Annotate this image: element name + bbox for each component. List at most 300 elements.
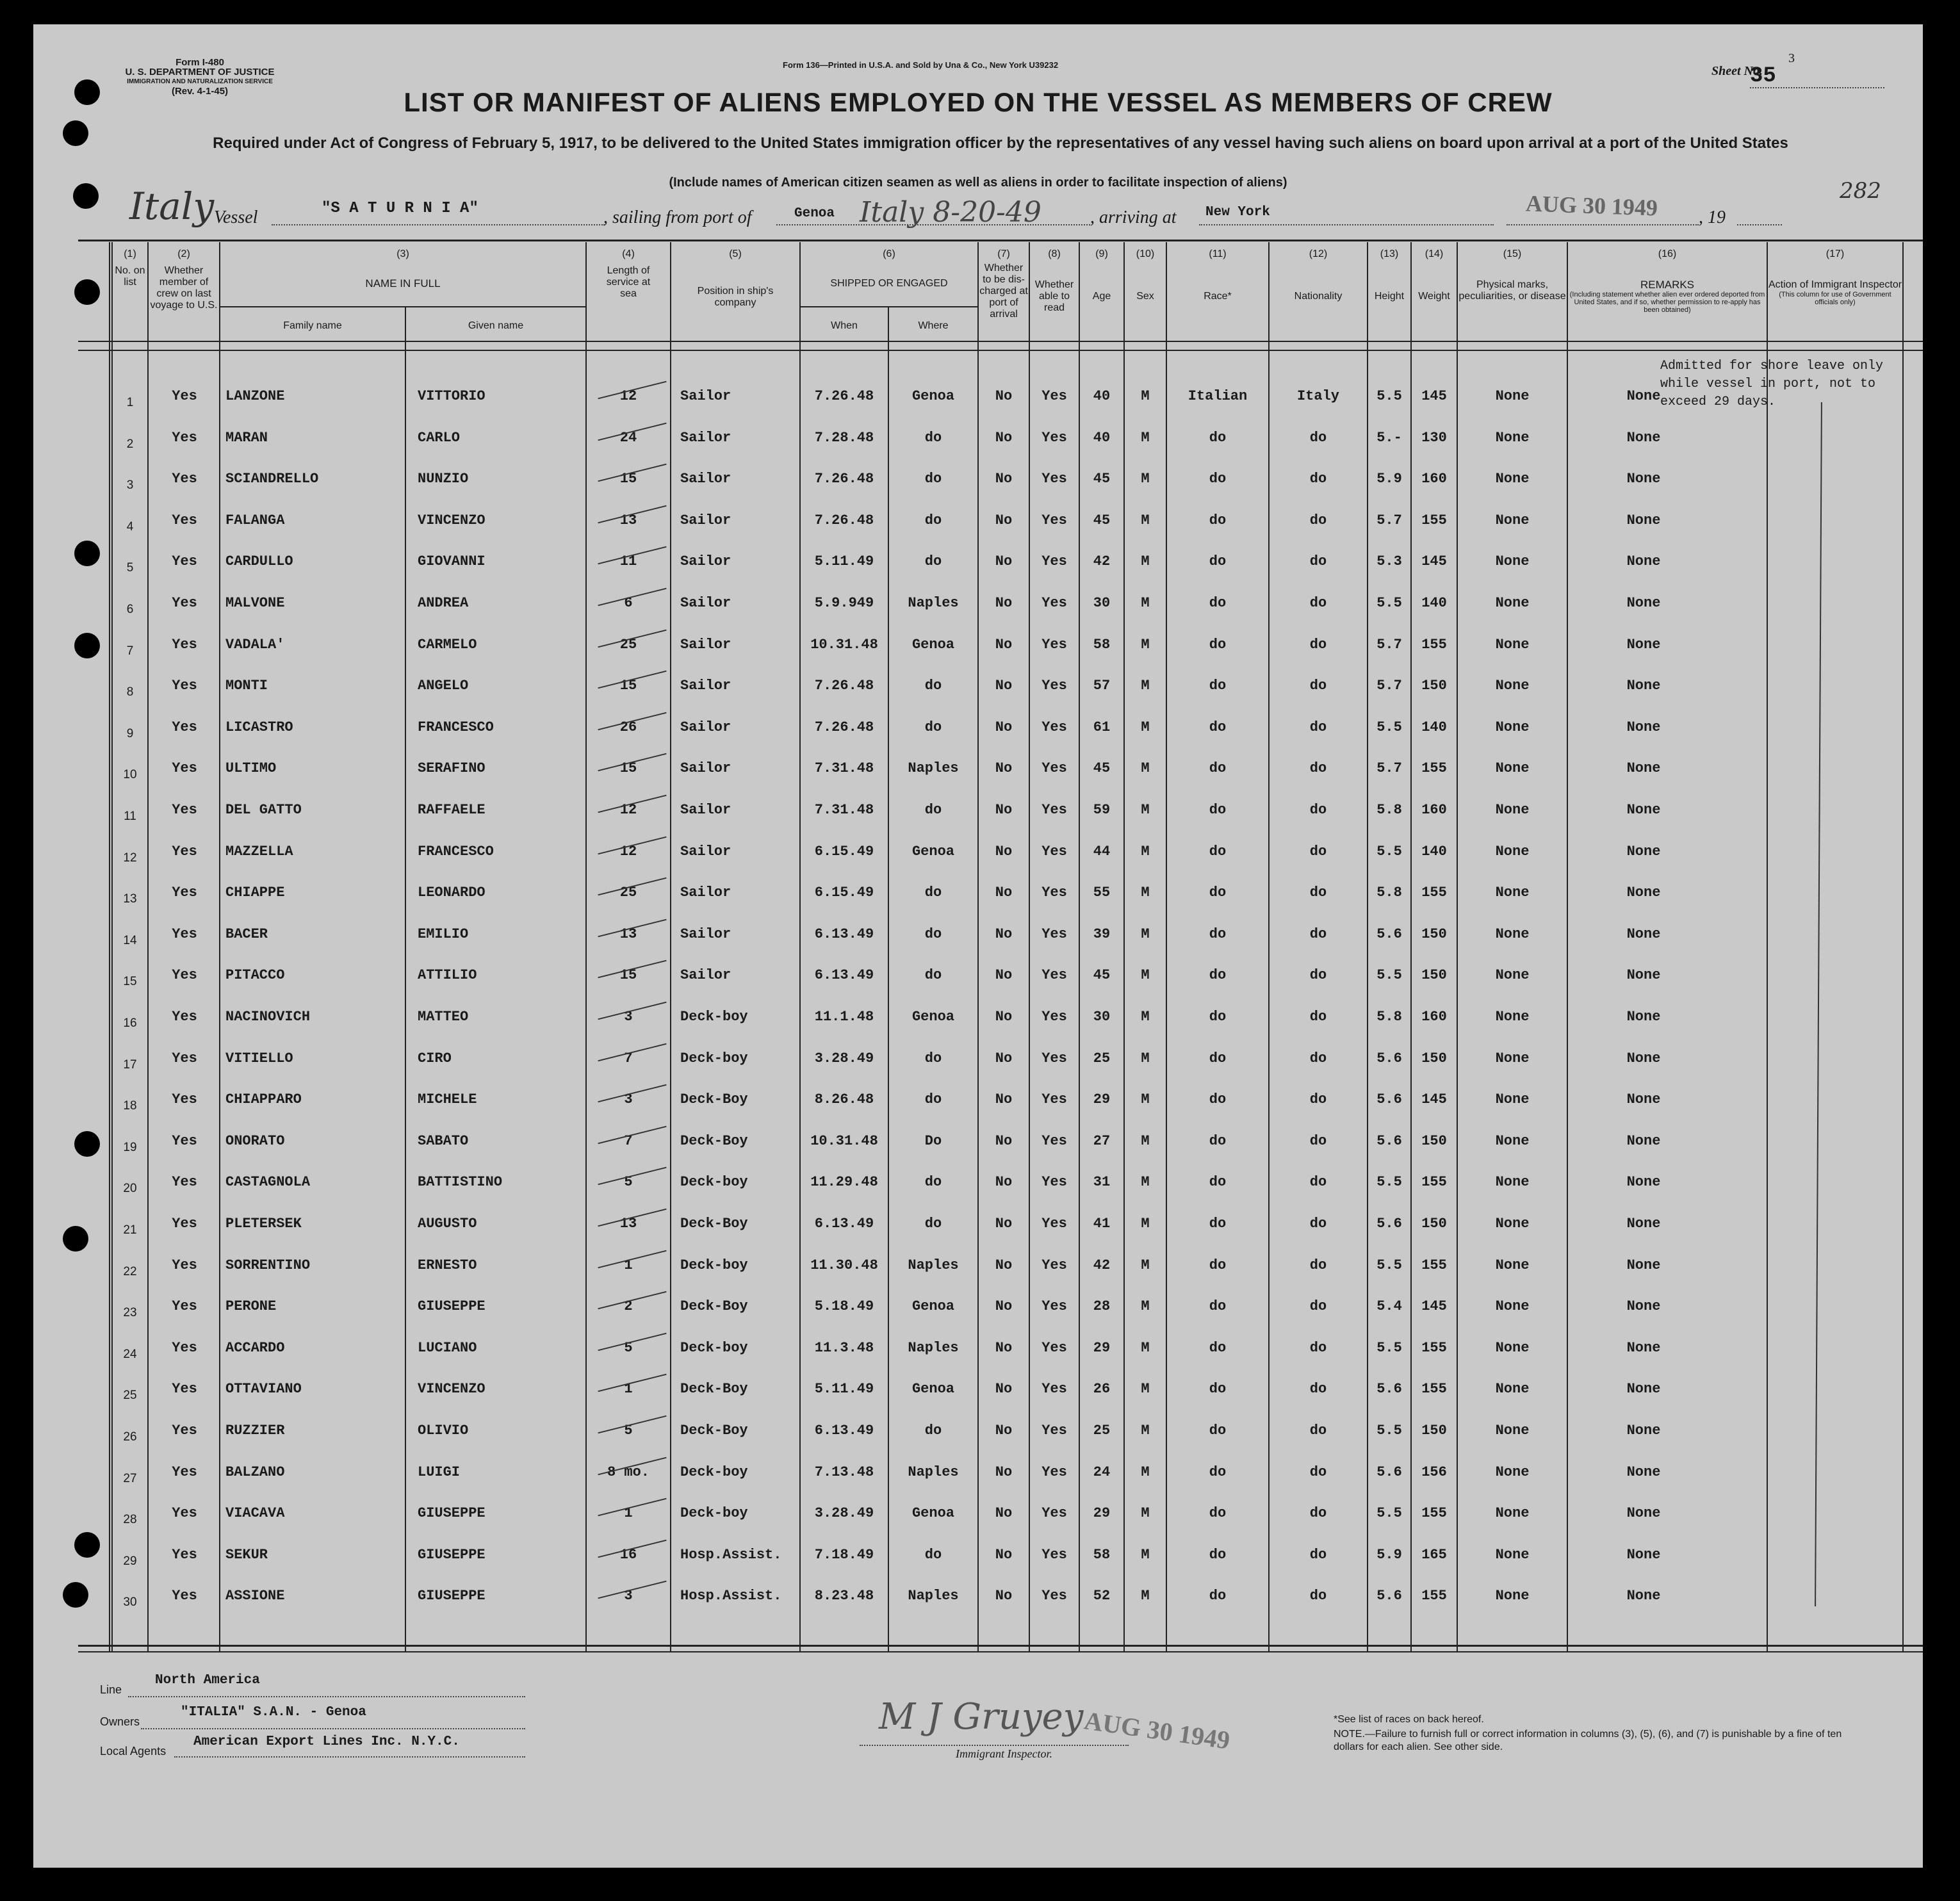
remarks-cell: None [1626, 885, 1661, 901]
service-length-cell: 12 [619, 802, 637, 818]
race-cell: do [1209, 967, 1227, 983]
nationality-cell: do [1309, 595, 1327, 611]
physical-marks-cell: None [1495, 1257, 1530, 1273]
height-cell: 5.5 [1376, 1257, 1402, 1273]
col-divider [405, 306, 406, 1651]
height-cell: 5.4 [1376, 1298, 1402, 1314]
agents-underline [174, 1756, 525, 1758]
col-16-header: (16) REMARKS (Including statement whether alien ever ordered deported from United States, and if so, whether permission to re-apply has been obtained) [1569, 249, 1765, 314]
position-cell: Deck-Boy [680, 1423, 748, 1439]
position-cell: Sailor [680, 637, 731, 653]
date-underline [1507, 224, 1699, 225]
race-cell: do [1209, 1257, 1227, 1273]
year-underline [1737, 224, 1782, 225]
family-name-cell: NACINOVICH [225, 1009, 311, 1025]
remarks-cell: None [1626, 1423, 1661, 1439]
position-cell: Sailor [680, 471, 731, 487]
position-cell: Deck-boy [680, 1464, 748, 1480]
owners-value: "ITALIA" S.A.N. - Genoa [181, 1705, 366, 1720]
discharge-cell: No [995, 1464, 1013, 1480]
discharge-cell: No [995, 760, 1013, 776]
can-read-cell: Yes [1041, 1588, 1067, 1604]
prev-voyage-cell: Yes [172, 1091, 197, 1107]
physical-marks-cell: None [1495, 1588, 1530, 1604]
can-read-cell: Yes [1041, 388, 1067, 404]
prev-voyage-cell: Yes [172, 512, 197, 528]
race-cell: do [1209, 595, 1227, 611]
nationality-cell: Italy [1296, 388, 1339, 404]
nationality-cell: do [1309, 1216, 1327, 1232]
sex-cell: M [1141, 1174, 1150, 1190]
manifest-sheet [33, 24, 1923, 1868]
prev-voyage-cell: Yes [172, 1381, 197, 1397]
position-cell: Sailor [680, 512, 731, 528]
remarks-cell: None [1626, 553, 1661, 569]
discharge-cell: No [995, 1547, 1013, 1563]
given-name-cell: ANDREA [418, 595, 469, 611]
inspector-signature: M J Gruyey [879, 1696, 1084, 1738]
sex-cell: M [1141, 1340, 1150, 1356]
sex-cell: M [1141, 512, 1150, 528]
weight-cell: 150 [1421, 1133, 1447, 1149]
col-divider [1367, 242, 1368, 1651]
shipped-where-cell: Naples [908, 1257, 959, 1273]
height-cell: 5.5 [1376, 1505, 1402, 1521]
discharge-cell: No [995, 678, 1013, 694]
form-number: Form I-480 [176, 57, 224, 68]
prev-voyage-cell: Yes [172, 1464, 197, 1480]
given-name-cell: VITTORIO [418, 388, 486, 404]
race-cell: do [1209, 926, 1227, 942]
family-name-cell: PLETERSEK [225, 1216, 302, 1232]
physical-marks-cell: None [1495, 926, 1530, 942]
physical-marks-cell: None [1495, 844, 1530, 860]
position-cell: Sailor [680, 885, 731, 901]
col-15-header: (15) Physical marks, peculiarities, or disease [1458, 249, 1566, 302]
discharge-cell: No [995, 595, 1013, 611]
sex-cell: M [1141, 1257, 1150, 1273]
remarks-cell: None [1626, 1050, 1661, 1066]
family-name-cell: VITIELLO [225, 1050, 293, 1066]
race-cell: do [1209, 1174, 1227, 1190]
sex-cell: M [1141, 967, 1150, 983]
punch-hole [74, 1532, 100, 1558]
nationality-cell: do [1309, 760, 1327, 776]
row-number: 11 [124, 810, 136, 823]
can-read-cell: Yes [1041, 512, 1067, 528]
shipped-where-cell: do [924, 678, 942, 694]
can-read-cell: Yes [1041, 553, 1067, 569]
row-number: 6 [126, 603, 134, 616]
height-cell: 5.5 [1376, 967, 1402, 983]
col-11-header: (11) Race* [1204, 249, 1232, 302]
physical-marks-cell: None [1495, 1505, 1530, 1521]
position-cell: Deck-Boy [680, 1091, 748, 1107]
shipped-when-cell: 6.13.49 [814, 1423, 874, 1439]
weight-cell: 150 [1421, 1423, 1447, 1439]
position-cell: Sailor [680, 967, 731, 983]
height-cell: 5.5 [1376, 595, 1402, 611]
table-bottom-border-2 [78, 1651, 1923, 1652]
service-length-cell: 24 [619, 430, 637, 446]
shipped-when-cell: 5.11.49 [814, 1381, 874, 1397]
row-number: 16 [123, 1016, 137, 1030]
shipped-when-cell: 7.26.48 [814, 471, 874, 487]
can-read-cell: Yes [1041, 1009, 1067, 1025]
given-name-header: Given name [468, 320, 524, 331]
can-read-cell: Yes [1041, 844, 1067, 860]
arrival-stamp: AUG 30 1949 [1525, 190, 1658, 221]
remarks-cell: None [1626, 802, 1661, 818]
physical-marks-cell: None [1495, 1340, 1530, 1356]
weight-cell: 145 [1421, 1298, 1447, 1314]
height-cell: 5.7 [1376, 678, 1402, 694]
year-label: , 19 [1699, 208, 1726, 227]
nationality-cell: do [1309, 678, 1327, 694]
age-cell: 27 [1093, 1133, 1111, 1149]
punch-hole [74, 279, 100, 305]
col-9-header: (9) Age [1092, 249, 1111, 302]
punch-hole [74, 541, 100, 566]
can-read-cell: Yes [1041, 1381, 1067, 1397]
discharge-cell: No [995, 719, 1013, 735]
discharge-cell: No [995, 471, 1013, 487]
can-read-cell: Yes [1041, 760, 1067, 776]
sex-cell: M [1141, 595, 1150, 611]
age-cell: 39 [1093, 926, 1111, 942]
col-divider [147, 242, 149, 1651]
prev-voyage-cell: Yes [172, 553, 197, 569]
shipped-when-cell: 7.26.48 [814, 719, 874, 735]
col-6-header: (6) SHIPPED OR ENGAGED [830, 249, 948, 289]
age-cell: 45 [1093, 471, 1111, 487]
can-read-cell: Yes [1041, 1174, 1067, 1190]
vessel-name: "S A T U R N I A" [322, 200, 478, 217]
shipped-where-cell: do [924, 553, 942, 569]
shipped-where-cell: do [924, 1547, 942, 1563]
inspector-stamp: AUG 30 1949 [1082, 1706, 1232, 1755]
race-cell: do [1209, 1588, 1227, 1604]
col-12-header: (12) Nationality [1294, 249, 1343, 302]
given-name-cell: SERAFINO [418, 760, 486, 776]
shipped-when-cell: 11.1.48 [814, 1009, 874, 1025]
can-read-cell: Yes [1041, 802, 1067, 818]
family-name-cell: LICASTRO [225, 719, 293, 735]
punch-hole [63, 1226, 88, 1252]
col-divider [1268, 242, 1270, 1651]
sex-cell: M [1141, 1588, 1150, 1604]
prev-voyage-cell: Yes [172, 1174, 197, 1190]
agents-label: Local Agents [100, 1745, 167, 1758]
nationality-cell: do [1309, 1381, 1327, 1397]
position-cell: Sailor [680, 388, 731, 404]
can-read-cell: Yes [1041, 595, 1067, 611]
shipped-when-cell: 11.29.48 [810, 1174, 878, 1190]
shipped-where-cell: do [924, 885, 942, 901]
family-name-cell: VIACAVA [225, 1505, 285, 1521]
race-cell: do [1209, 637, 1227, 653]
position-cell: Deck-Boy [680, 1133, 748, 1149]
col-divider [1410, 242, 1412, 1651]
can-read-cell: Yes [1041, 967, 1067, 983]
line-value: North America [155, 1673, 260, 1688]
prev-voyage-cell: Yes [172, 1505, 197, 1521]
weight-cell: 155 [1421, 1257, 1447, 1273]
family-name-cell: ONORATO [225, 1133, 285, 1149]
position-cell: Sailor [680, 430, 731, 446]
prev-voyage-cell: Yes [172, 471, 197, 487]
physical-marks-cell: None [1495, 595, 1530, 611]
age-cell: 30 [1093, 595, 1111, 611]
physical-marks-cell: None [1495, 760, 1530, 776]
shipped-where-cell: Genoa [911, 1505, 954, 1521]
nationality-cell: do [1309, 1423, 1327, 1439]
shipped-where-cell: Genoa [911, 388, 954, 404]
position-cell: Sailor [680, 553, 731, 569]
weight-cell: 140 [1421, 719, 1447, 735]
department: U. S. DEPARTMENT OF JUSTICE [125, 67, 275, 78]
race-cell: Italian [1188, 388, 1248, 404]
family-name-cell: BALZANO [225, 1464, 285, 1480]
service-length-cell: 12 [619, 388, 637, 404]
remarks-cell: None [1626, 1216, 1661, 1232]
prev-voyage-cell: Yes [172, 1133, 197, 1149]
remarks-cell: None [1626, 512, 1661, 528]
shipped-subheader-line [799, 306, 977, 307]
remarks-cell: None [1626, 967, 1661, 983]
physical-marks-cell: None [1495, 471, 1530, 487]
physical-marks-cell: None [1495, 802, 1530, 818]
given-name-cell: LUIGI [418, 1464, 461, 1480]
service-length-cell: 3 [624, 1091, 633, 1107]
shipped-where-cell: do [924, 802, 942, 818]
given-name-cell: LEONARDO [418, 885, 486, 901]
shipped-where-cell: do [924, 1091, 942, 1107]
table-top-border [78, 240, 1923, 241]
punch-hole [63, 120, 88, 146]
remarks-cell: None [1626, 1547, 1661, 1563]
can-read-cell: Yes [1041, 1505, 1067, 1521]
service-length-cell: 15 [619, 678, 637, 694]
col-2-header: (2) Whether member of crew on last voyage to U.S. [150, 249, 218, 311]
physical-marks-cell: None [1495, 1547, 1530, 1563]
race-cell: do [1209, 1340, 1227, 1356]
weight-cell: 150 [1421, 926, 1447, 942]
race-cell: do [1209, 802, 1227, 818]
age-cell: 42 [1093, 553, 1111, 569]
weight-cell: 145 [1421, 553, 1447, 569]
shipped-when-cell: 5.11.49 [814, 553, 874, 569]
nationality-cell: do [1309, 512, 1327, 528]
inspector-label: Immigrant Inspector. [956, 1747, 1052, 1760]
height-cell: 5.6 [1376, 1091, 1402, 1107]
nationality-cell: do [1309, 967, 1327, 983]
can-read-cell: Yes [1041, 926, 1067, 942]
sex-cell: M [1141, 388, 1150, 404]
signature-underline [860, 1745, 1129, 1746]
shipped-when-cell: 6.15.49 [814, 885, 874, 901]
remarks-cell: None [1626, 1257, 1661, 1273]
can-read-cell: Yes [1041, 885, 1067, 901]
age-cell: 29 [1093, 1505, 1111, 1521]
race-cell: do [1209, 1298, 1227, 1314]
row-number: 23 [123, 1306, 137, 1319]
prev-voyage-cell: Yes [172, 926, 197, 942]
race-cell: do [1209, 1050, 1227, 1066]
position-cell: Hosp.Assist. [680, 1588, 782, 1604]
discharge-cell: No [995, 1257, 1013, 1273]
given-name-cell: EMILIO [418, 926, 469, 942]
race-cell: do [1209, 885, 1227, 901]
given-name-cell: LUCIANO [418, 1340, 477, 1356]
service-name: IMMIGRATION AND NATURALIZATION SERVICE [127, 78, 273, 85]
age-cell: 31 [1093, 1174, 1111, 1190]
given-name-cell: ERNESTO [418, 1257, 477, 1273]
service-length-cell: 25 [619, 637, 637, 653]
given-name-cell: ATTILIO [418, 967, 477, 983]
can-read-cell: Yes [1041, 471, 1067, 487]
height-cell: 5.5 [1376, 719, 1402, 735]
family-name-cell: MONTI [225, 678, 268, 694]
discharge-cell: No [995, 967, 1013, 983]
shipped-where-cell: Genoa [911, 1009, 954, 1025]
position-cell: Sailor [680, 719, 731, 735]
service-length-cell: 3 [624, 1588, 633, 1604]
action-note: Admitted for shore leave only while vessel in port, not to exceed 29 days. [1660, 359, 1884, 409]
name-subheader-line [219, 306, 585, 307]
shipped-when-cell: 8.23.48 [814, 1588, 874, 1604]
row-number: 13 [123, 892, 137, 906]
sex-cell: M [1141, 471, 1150, 487]
col-4-header: (4) Length of service at sea [606, 249, 651, 299]
remarks-cell: None [1626, 844, 1661, 860]
weight-cell: 140 [1421, 595, 1447, 611]
prev-voyage-cell: Yes [172, 1547, 197, 1563]
given-name-cell: AUGUSTO [418, 1216, 477, 1232]
sex-cell: M [1141, 719, 1150, 735]
weight-cell: 155 [1421, 1505, 1447, 1521]
race-cell: do [1209, 1547, 1227, 1563]
physical-marks-cell: None [1495, 1464, 1530, 1480]
remarks-cell: None [1626, 637, 1661, 653]
sex-cell: M [1141, 885, 1150, 901]
age-cell: 52 [1093, 1588, 1111, 1604]
punch-hole [63, 1582, 88, 1608]
line-underline [128, 1696, 525, 1697]
discharge-cell: No [995, 1340, 1013, 1356]
shipped-where-cell: do [924, 1216, 942, 1232]
sex-cell: M [1141, 802, 1150, 818]
position-cell: Deck-boy [680, 1340, 748, 1356]
sailing-label: , sailing from port of [603, 208, 752, 227]
position-cell: Deck-boy [680, 1174, 748, 1190]
service-length-cell: 3 [624, 1009, 633, 1025]
given-name-cell: ANGELO [418, 678, 469, 694]
can-read-cell: Yes [1041, 1133, 1067, 1149]
can-read-cell: Yes [1041, 1050, 1067, 1066]
col-3-header: (3) NAME IN FULL [365, 249, 441, 290]
weight-cell: 150 [1421, 678, 1447, 694]
position-cell: Deck-Boy [680, 1216, 748, 1232]
family-name-header: Family name [283, 320, 342, 331]
prev-voyage-cell: Yes [172, 430, 197, 446]
race-cell: do [1209, 719, 1227, 735]
given-name-cell: CARMELO [418, 637, 477, 653]
discharge-cell: No [995, 802, 1013, 818]
discharge-cell: No [995, 1298, 1013, 1314]
physical-marks-cell: None [1495, 1423, 1530, 1439]
age-cell: 42 [1093, 1257, 1111, 1273]
family-name-cell: MAZZELLA [225, 844, 293, 860]
remarks-cell: None [1626, 1009, 1661, 1025]
weight-cell: 156 [1421, 1464, 1447, 1480]
position-cell: Deck-boy [680, 1009, 748, 1025]
nationality-cell: do [1309, 1298, 1327, 1314]
discharge-cell: No [995, 1174, 1013, 1190]
row-number: 27 [123, 1472, 137, 1485]
remarks-cell: None [1626, 1381, 1661, 1397]
races-note: *See list of races on back hereof. [1334, 1714, 1484, 1725]
service-length-cell: 5 [624, 1174, 633, 1190]
can-read-cell: Yes [1041, 1423, 1067, 1439]
col-divider [1079, 242, 1080, 1651]
remarks-cell: None [1626, 1505, 1661, 1521]
weight-cell: 150 [1421, 967, 1447, 983]
row-number: 24 [123, 1348, 137, 1361]
nationality-cell: do [1309, 637, 1327, 653]
service-length-cell: 13 [619, 926, 637, 942]
physical-marks-cell: None [1495, 430, 1530, 446]
family-name-cell: SORRENTINO [225, 1257, 311, 1273]
service-length-cell: 1 [624, 1505, 633, 1521]
sex-cell: M [1141, 1505, 1150, 1521]
vessel-label: Vessel [214, 208, 258, 227]
col-divider [670, 242, 671, 1651]
physical-marks-cell: None [1495, 719, 1530, 735]
height-cell: 5.5 [1376, 1340, 1402, 1356]
arriving-port: New York [1205, 205, 1270, 220]
given-name-cell: OLIVIO [418, 1423, 469, 1439]
position-cell: Deck-boy [680, 1050, 748, 1066]
col-8-header: (8) Whether able to read [1034, 249, 1074, 313]
position-cell: Sailor [680, 595, 731, 611]
penalty-note: NOTE.—Failure to furnish full or correct information in columns (3), (5), (6), and (7) is punishable by a fine of ten dollars for each alien. See other side. [1334, 1729, 1842, 1752]
shipped-where-cell: do [924, 512, 942, 528]
owners-underline [141, 1728, 525, 1729]
age-cell: 61 [1093, 719, 1111, 735]
race-cell: do [1209, 512, 1227, 528]
prev-voyage-cell: Yes [172, 1588, 197, 1604]
row-number: 25 [123, 1389, 137, 1402]
shipped-where-cell: Genoa [911, 637, 954, 653]
given-name-cell: GIUSEPPE [418, 1588, 486, 1604]
position-cell: Deck-Boy [680, 1298, 748, 1314]
age-cell: 41 [1093, 1216, 1111, 1232]
age-cell: 30 [1093, 1009, 1111, 1025]
given-name-cell: MICHELE [418, 1091, 477, 1107]
shipped-where-cell: do [924, 1423, 942, 1439]
nationality-cell: do [1309, 885, 1327, 901]
physical-marks-cell: None [1495, 637, 1530, 653]
nationality-cell: do [1309, 1174, 1327, 1190]
service-length-cell: 8 mo. [607, 1464, 649, 1480]
age-cell: 24 [1093, 1464, 1111, 1480]
weight-cell: 155 [1421, 512, 1447, 528]
weight-cell: 145 [1421, 1091, 1447, 1107]
remarks-cell: None [1626, 678, 1661, 694]
col-divider [109, 242, 110, 1651]
race-cell: do [1209, 553, 1227, 569]
